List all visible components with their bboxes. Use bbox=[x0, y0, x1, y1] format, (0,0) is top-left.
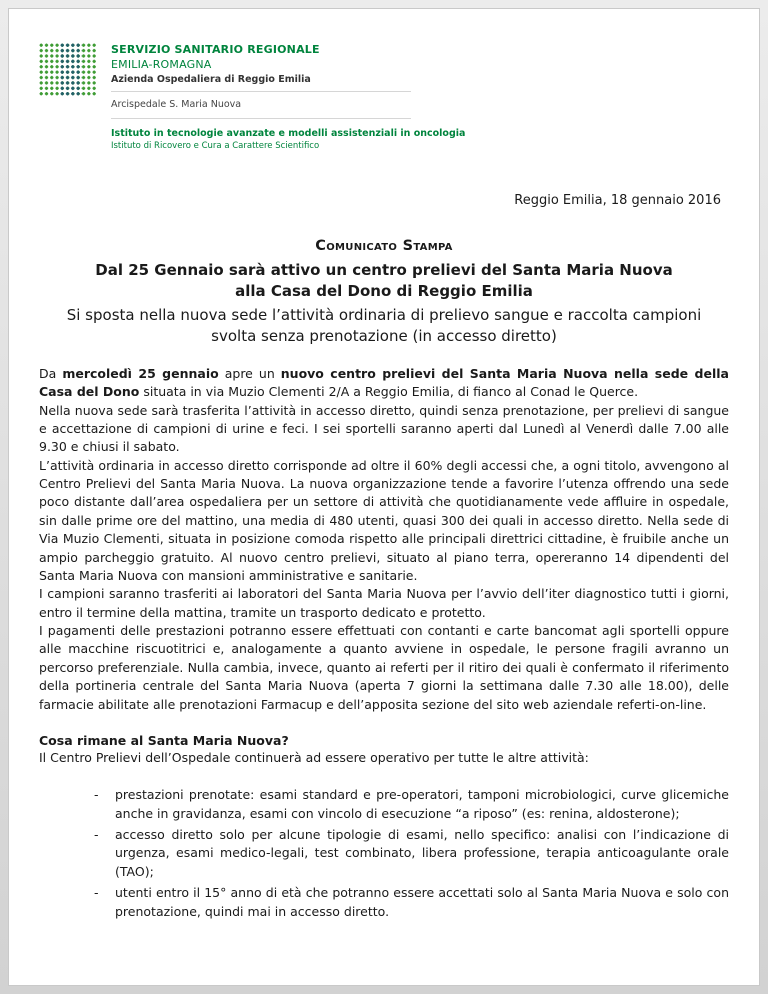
question-intro: Il Centro Prelievi dell’Ospedale continuerà ad essere operativo per tutte le altre attività: bbox=[39, 749, 589, 765]
text-run: apre un bbox=[218, 365, 281, 381]
question-heading: Cosa rimane al Santa Maria Nuova? bbox=[39, 732, 289, 748]
paragraph-3: L’attività ordinaria in accesso diretto corrisponde ad oltre il 60% degli accessi che, a ogni titolo, avvengono al Centro Prelievi del Santa Maria Nuova. La nuova organizzazione tende a favorire l’utenza offrendo una sede poco distante dall’area ospedaliera per un settore di attività che quotidianamente vede affluire in ospedale, sin dalle prime ore del mattino, una media di 480 utenti, quasi 300 dei quali in accesso diretto. Nella sede di Via Muzio Clementi, situata in posizione comoda rispetto alle principali direttrici cittadine, è fruibile anche un ampio parcheggio gratuito. Al nuovo centro prelievi, situato al piano terra, opereranno 14 dipendenti del Santa Maria Nuova con mansioni amministrative e sanitarie. bbox=[39, 457, 729, 583]
text-run-bold: mercoledì 25 gennaio bbox=[62, 365, 219, 381]
company-name: Azienda Ospedaliera di Reggio Emilia bbox=[111, 74, 411, 92]
title-line-1: Dal 25 Gennaio sarà attivo un centro prelievi del Santa Maria Nuova bbox=[95, 261, 673, 279]
paragraph-5: I pagamenti delle prestazioni potranno essere effettuati con contanti e carte bancomat agli sportelli oppure alle macchine riscuotitrici e, analogamente a quanto avviene in ospedale, le persone fragili avranno un percorso preferenziale. Nulla cambia, invece, quanto ai referti per il ritiro dei quali è confermato il riferimento della portineria centrale del Santa Maria Nuova (aperta 7 giorni la settimana dalle 7.30 alle 18.00), delle farmacie abilitate alle prenotazioni Farmacup e dell’apposita sezione del sito web aziendale referti-on-line. bbox=[39, 623, 729, 712]
bullet-item: - utenti entro il 15° anno di età che potranno essere accettati solo al Santa Maria Nuova e solo con prenotazione, quindi mai in accesso diretto. bbox=[94, 884, 729, 921]
dateline: Reggio Emilia, 18 gennaio 2016 bbox=[514, 193, 721, 208]
institute-line-2: Istituto di Ricovero e Cura a Carattere Scientifico bbox=[111, 141, 320, 151]
paragraph-2: Nella nuova sede sarà trasferita l’attività in accesso diretto, quindi senza prenotazione, per prelievi di sangue e accettazione di campioni di urine e feci. I sei sportelli saranno aperti dal Lunedì al Venerdì dalle 7.00 alle 9.30 e chiusi il sabato. bbox=[39, 402, 729, 455]
title-line-2: alla Casa del Dono di Reggio Emilia bbox=[235, 281, 533, 300]
region-name: EMILIA-ROMAGNA bbox=[111, 58, 212, 71]
letterhead-text bbox=[111, 41, 465, 151]
paragraph-1 bbox=[39, 365, 729, 402]
text-run-bold: nuovo centro prelievi del Santa Maria Nuova nella sede della Casa del Dono bbox=[39, 365, 729, 400]
press-release-label: Comunicato Stampa bbox=[315, 238, 453, 254]
subtitle: Si sposta nella nuova sede l’attività ordinaria di prelievo sangue e raccolta campioni svolta senza prenotazione (in accesso diretto) bbox=[66, 306, 702, 346]
body-text bbox=[39, 365, 729, 921]
bullet-item: - accesso diretto solo per alcune tipologie di esami, nello specifico: analisi con l’indicazione di urgenza, esami medico-legali, test combinato, libera professione, terapia anticoagulante orale (TAO); bbox=[94, 826, 729, 881]
text-run: Da bbox=[39, 365, 63, 381]
institute-line-1: Istituto in tecnologie avanzate e modelli assistenziali in oncologia bbox=[111, 128, 466, 139]
document-page bbox=[8, 8, 760, 986]
text-run: situata in via Muzio Clementi 2/A a Reggio Emilia, di fianco al Conad le Querce. bbox=[139, 384, 639, 400]
bullet-list bbox=[94, 786, 729, 921]
title-block bbox=[39, 260, 729, 301]
paragraph-4: I campioni saranno trasferiti ai laboratori del Santa Maria Nuova per l’avvio dell’iter diagnostico tutti i giorni, entro il termine della mattina, tramite un trasporto dedicato e protetto. bbox=[39, 586, 729, 620]
letterhead bbox=[39, 41, 729, 151]
org-name: SERVIZIO SANITARIO REGIONALE bbox=[111, 43, 320, 56]
hospital-name: Arcispedale S. Maria Nuova bbox=[111, 99, 411, 119]
bullet-item: - prestazioni prenotate: esami standard e pre-operatori, tamponi microbiologici, curve glicemiche anche in gravidanza, esami con vincolo di esecuzione “a riposo” (es: renina, aldosterone); bbox=[94, 786, 729, 823]
ssr-emilia-romagna-logo-icon bbox=[39, 43, 97, 97]
